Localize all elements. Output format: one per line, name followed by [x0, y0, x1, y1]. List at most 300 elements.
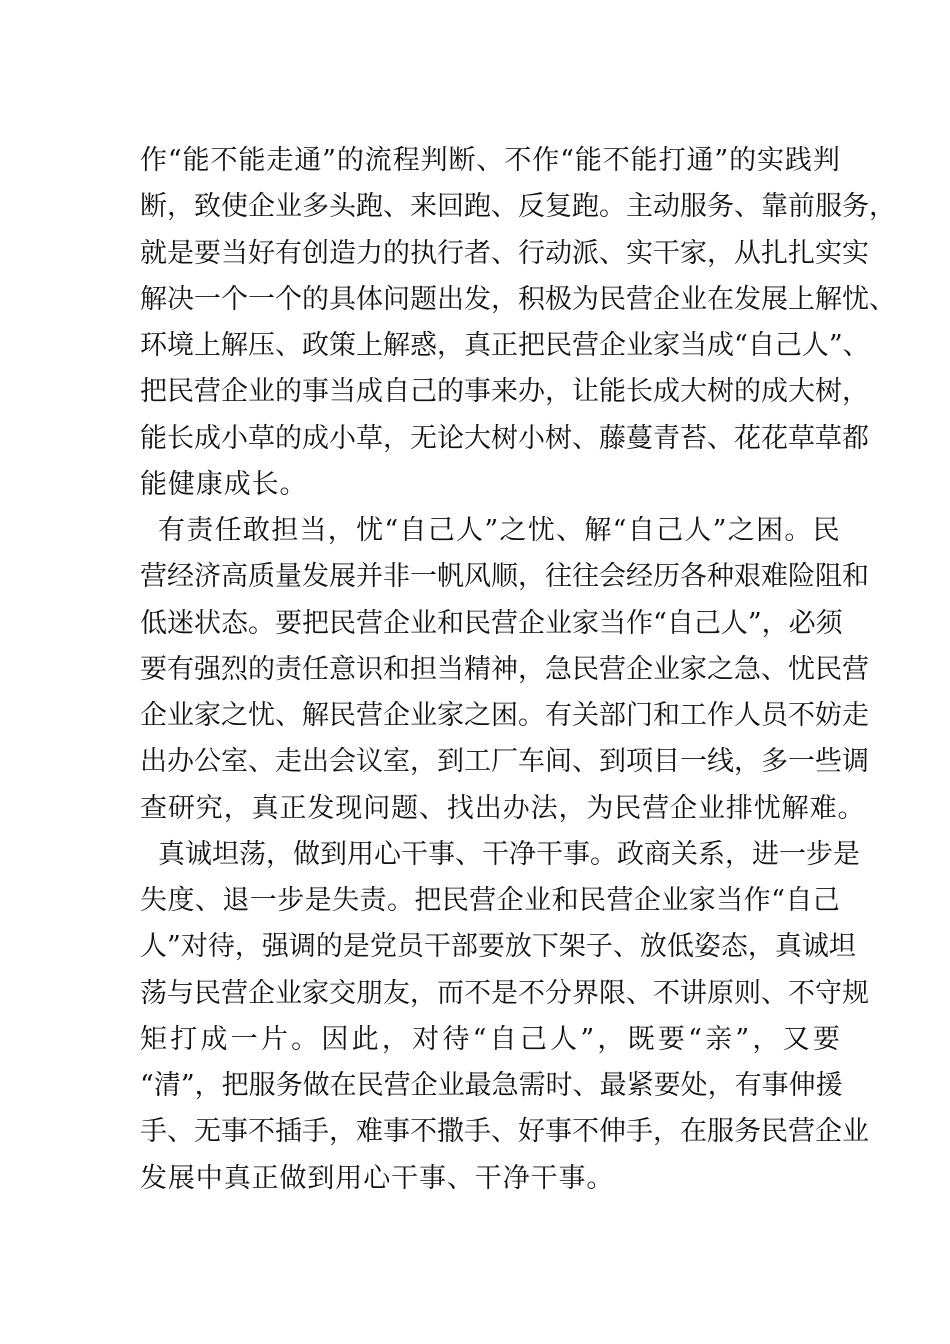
- text-glyph: 家: [680, 653, 707, 685]
- text-glyph: 往: [572, 561, 599, 593]
- text-glyph: 发: [464, 283, 491, 315]
- text-line: 查研究，真正发现问题、找出办法，为民营企业排忧解难。: [140, 792, 866, 824]
- text-glyph: 业: [626, 330, 653, 361]
- text-glyph: 、: [612, 931, 640, 963]
- text-glyph: 营: [140, 561, 167, 593]
- text-glyph: 姿: [693, 931, 721, 963]
- text-glyph: 企: [653, 283, 680, 315]
- text-glyph: 上: [788, 283, 815, 315]
- text-glyph: 的: [734, 376, 761, 408]
- text-glyph: 、: [491, 191, 518, 223]
- paragraph-first-line: [140, 832, 860, 878]
- text-glyph: 扎: [788, 237, 815, 269]
- text-glyph: 上: [356, 330, 383, 361]
- text-glyph: 办: [518, 376, 545, 408]
- text-glyph: 有: [167, 653, 194, 685]
- text-glyph: 能: [574, 145, 602, 176]
- text-glyph: 营: [626, 283, 653, 315]
- text-glyph: 原: [707, 977, 734, 1009]
- text-glyph: 讲: [680, 977, 707, 1009]
- text-glyph: 经: [167, 561, 194, 593]
- text-glyph: 、: [275, 330, 302, 361]
- text-glyph: 大: [788, 376, 815, 408]
- text-glyph: 。: [248, 607, 275, 639]
- text-glyph: 体: [356, 283, 383, 315]
- text-glyph: 成: [707, 330, 734, 361]
- text-glyph: 业: [275, 977, 302, 1009]
- text-glyph: 民: [167, 376, 194, 408]
- text-glyph: 成: [653, 376, 680, 408]
- text-glyph: 大: [680, 376, 707, 408]
- text-glyph: 人: [140, 931, 167, 963]
- text-glyph: 业: [545, 607, 572, 639]
- text-glyph: 上: [194, 330, 221, 361]
- text-glyph: ，: [167, 191, 194, 223]
- text-glyph: 要: [657, 1023, 685, 1055]
- text-glyph: 、: [842, 330, 870, 361]
- text-glyph: 把: [518, 330, 545, 361]
- text-glyph: 限: [599, 977, 626, 1009]
- text-glyph: 长: [626, 376, 653, 408]
- text-glyph: 工: [464, 746, 491, 778]
- text-glyph: 干: [423, 931, 451, 963]
- text-glyph: 家: [437, 700, 464, 731]
- text-glyph: 对: [180, 931, 208, 963]
- text-glyph: 把: [302, 607, 329, 639]
- text-glyph: 民: [464, 607, 491, 639]
- text-glyph: 好: [518, 1116, 545, 1148]
- text-glyph: 的: [315, 931, 343, 963]
- text-glyph: 、: [734, 191, 761, 223]
- text-glyph: 到: [320, 838, 347, 870]
- text-glyph: 困: [491, 700, 518, 731]
- text-glyph: 放: [639, 931, 667, 963]
- text-glyph: 企: [599, 330, 626, 361]
- text-glyph: 担: [410, 653, 437, 685]
- text-glyph: 片: [260, 1023, 288, 1055]
- text-glyph: 人: [720, 607, 748, 639]
- text-glyph: 论: [437, 422, 464, 454]
- text-glyph: 既: [627, 1023, 655, 1055]
- text-glyph: 一: [230, 1023, 258, 1055]
- text-glyph: 民: [599, 283, 626, 315]
- text-glyph: 为: [572, 283, 599, 315]
- text-glyph: 己: [410, 376, 437, 408]
- text-glyph: 、: [572, 422, 599, 454]
- text-glyph: 忧: [527, 515, 555, 546]
- text-glyph: 企: [410, 1070, 438, 1101]
- text-glyph: 苔: [680, 422, 707, 454]
- text-glyph: 亲: [705, 1023, 733, 1055]
- text-glyph: ”: [180, 1070, 195, 1101]
- text-glyph: 行: [518, 237, 545, 269]
- text-glyph: 、: [275, 700, 302, 731]
- text-glyph: 态: [221, 607, 248, 639]
- text-glyph: 业: [167, 700, 194, 731]
- text-glyph: 营: [491, 607, 518, 639]
- text-glyph: 、: [869, 283, 896, 315]
- text-glyph: 让: [572, 376, 599, 408]
- text-glyph: 使: [221, 191, 248, 223]
- text-glyph: 不: [410, 1116, 437, 1148]
- text-glyph: 步: [806, 838, 833, 870]
- text-glyph: 动: [653, 191, 680, 223]
- text-glyph: 责: [275, 653, 302, 685]
- text-glyph: 无: [410, 422, 437, 454]
- text-glyph: 企: [140, 700, 167, 731]
- text-glyph: 规: [842, 977, 869, 1009]
- text-glyph: 步: [277, 885, 305, 916]
- text-glyph: “: [140, 1070, 154, 1101]
- text-glyph: 企: [633, 885, 661, 916]
- text-glyph: 家: [302, 977, 329, 1009]
- text-glyph: 执: [410, 237, 437, 269]
- text-glyph: 和: [842, 561, 869, 593]
- text-glyph: 会: [329, 746, 356, 778]
- text-glyph: 撒: [437, 1116, 464, 1148]
- text-glyph: 各: [680, 561, 707, 593]
- text-glyph: 、: [194, 885, 222, 916]
- text-glyph: 头: [329, 191, 356, 223]
- text-glyph: 不: [248, 1116, 275, 1148]
- text-glyph: 一: [788, 746, 815, 778]
- text-glyph: 烈: [221, 653, 248, 685]
- text-glyph: 、: [167, 1116, 194, 1148]
- text-glyph: 境: [167, 330, 194, 361]
- text-line: [140, 554, 869, 600]
- text-glyph: 车: [518, 746, 545, 778]
- text-glyph: 有: [734, 1070, 762, 1101]
- text-glyph: ，: [545, 376, 572, 408]
- text-glyph: 作: [532, 145, 560, 176]
- text-glyph: 净: [509, 838, 536, 870]
- text-glyph: 实: [757, 145, 784, 176]
- text-glyph: 交: [329, 977, 356, 1009]
- text-glyph: 诚: [801, 931, 829, 963]
- text-glyph: 一: [779, 838, 806, 870]
- text-glyph: 务: [275, 1070, 303, 1101]
- text-glyph: 做: [302, 1070, 330, 1101]
- text-glyph: 态: [720, 931, 748, 963]
- text-glyph: 因: [321, 1023, 349, 1055]
- text-glyph: 业: [248, 376, 275, 408]
- text-glyph: 通: [294, 145, 322, 176]
- text-glyph: 企: [815, 1116, 842, 1148]
- text-glyph: 干: [482, 838, 509, 870]
- text-glyph: 要: [140, 653, 167, 685]
- text-glyph: ，: [842, 376, 869, 408]
- text-glyph: 人: [801, 330, 829, 361]
- text-glyph: 解: [383, 330, 410, 361]
- text-glyph: 在: [680, 1116, 707, 1148]
- text-glyph: 草: [356, 422, 383, 454]
- text-glyph: 企: [383, 607, 410, 639]
- text-glyph: 事: [428, 838, 455, 870]
- text-glyph: 个: [221, 283, 248, 315]
- text-glyph: 己: [693, 607, 721, 639]
- text-glyph: 有: [275, 237, 302, 269]
- text-glyph: 能: [238, 145, 266, 176]
- text-glyph: 是: [833, 838, 860, 870]
- text-glyph: 无: [194, 1116, 221, 1148]
- text-glyph: 好: [248, 237, 275, 269]
- text-glyph: 反: [518, 191, 545, 223]
- text-glyph: 要: [477, 931, 505, 963]
- text-glyph: 民: [545, 330, 572, 361]
- text-glyph: ，: [327, 515, 355, 546]
- text-glyph: 能: [599, 376, 626, 408]
- text-glyph: ，: [410, 746, 437, 778]
- text-glyph: 一: [249, 885, 277, 916]
- text-line: [140, 971, 869, 1017]
- text-glyph: 营: [221, 977, 248, 1009]
- text-glyph: 力: [356, 237, 383, 269]
- text-glyph: 。: [784, 515, 812, 546]
- text-glyph: 迷: [167, 607, 194, 639]
- text-glyph: ，: [383, 422, 410, 454]
- text-glyph: 践: [784, 145, 812, 176]
- text-glyph: 自: [399, 515, 427, 546]
- text-glyph: 通: [686, 145, 714, 176]
- text-glyph: 小: [329, 422, 356, 454]
- text-glyph: 党: [369, 931, 397, 963]
- text-glyph: 到: [599, 746, 626, 778]
- text-glyph: 发: [734, 283, 761, 315]
- text-glyph: 能: [140, 422, 167, 454]
- text-glyph: 手: [140, 1116, 167, 1148]
- text-line: [140, 416, 869, 462]
- text-glyph: 关: [671, 838, 698, 870]
- text-glyph: 此: [351, 1023, 379, 1055]
- text-glyph: 务: [734, 1116, 761, 1148]
- text-glyph: 往: [545, 561, 572, 593]
- text-glyph: 家: [653, 330, 680, 361]
- text-glyph: 问: [383, 283, 410, 315]
- text-glyph: 真: [464, 330, 491, 361]
- text-glyph: 走: [842, 700, 869, 731]
- text-line: [140, 231, 869, 277]
- text-glyph: 非: [383, 561, 410, 593]
- text-glyph: 树: [545, 422, 572, 454]
- text-glyph: 又: [782, 1023, 810, 1055]
- text-glyph: 不: [572, 1116, 599, 1148]
- text-glyph: 手: [626, 1116, 653, 1148]
- text-glyph: 的: [383, 237, 410, 269]
- text-glyph: 议: [356, 746, 383, 778]
- text-glyph: 解: [302, 700, 329, 731]
- text-glyph: 有: [545, 700, 572, 731]
- text-glyph: 靠: [761, 191, 788, 223]
- text-glyph: 是: [304, 885, 332, 916]
- text-glyph: 断: [140, 191, 167, 223]
- text-glyph: 服: [815, 191, 842, 223]
- text-glyph: 友: [383, 977, 410, 1009]
- text-glyph: 状: [194, 607, 221, 639]
- text-glyph: 并: [356, 561, 383, 593]
- text-glyph: 树: [815, 376, 842, 408]
- text-glyph: 不: [518, 977, 545, 1009]
- text-glyph: 营: [194, 376, 221, 408]
- text-glyph: 企: [221, 376, 248, 408]
- text-glyph: ，: [653, 1116, 680, 1148]
- text-glyph: 企: [626, 653, 653, 685]
- text-glyph: 自: [666, 607, 694, 639]
- text-glyph: 业: [410, 607, 437, 639]
- text-glyph: 伸: [599, 1116, 626, 1148]
- text-glyph: 民: [329, 607, 356, 639]
- text-glyph: 关: [572, 700, 599, 731]
- text-glyph: “: [167, 145, 182, 176]
- text-glyph: 荡: [239, 838, 266, 870]
- text-glyph: 来: [491, 376, 518, 408]
- text-glyph: 会: [599, 561, 626, 593]
- text-glyph: 业: [524, 885, 552, 916]
- text-glyph: 失: [140, 885, 167, 916]
- text-glyph: 自: [785, 885, 813, 916]
- text-glyph: ，: [707, 1070, 735, 1101]
- text-glyph: 风: [464, 561, 491, 593]
- text-glyph: 当: [599, 607, 626, 639]
- text-glyph: 造: [329, 237, 356, 269]
- text-glyph: 一: [680, 746, 707, 778]
- text-glyph: 室: [383, 746, 410, 778]
- text-glyph: 办: [167, 746, 194, 778]
- text-glyph: 项: [626, 746, 653, 778]
- text-glyph: 营: [572, 330, 599, 361]
- text-glyph: 担: [271, 515, 299, 546]
- text-glyph: “: [472, 1023, 487, 1055]
- text-glyph: ，: [747, 931, 775, 963]
- text-glyph: ，: [725, 838, 752, 870]
- text-glyph: 个: [275, 283, 302, 315]
- text-glyph: 伸: [788, 1070, 816, 1101]
- text-glyph: 之: [707, 653, 734, 685]
- text-glyph: ”: [735, 1023, 750, 1055]
- text-glyph: 要: [275, 607, 302, 639]
- text-glyph: 之: [464, 700, 491, 731]
- text-glyph: 真: [774, 931, 802, 963]
- text-glyph: “: [612, 515, 627, 546]
- text-glyph: 环: [140, 330, 167, 361]
- text-glyph: 、: [761, 977, 788, 1009]
- text-glyph: 、: [491, 1116, 518, 1148]
- text-glyph: 忧: [248, 700, 275, 731]
- text-glyph: 要: [812, 1023, 840, 1055]
- text-glyph: 。: [590, 838, 617, 870]
- text-glyph: 、: [707, 422, 734, 454]
- text-glyph: 、: [599, 237, 626, 269]
- text-glyph: 程: [392, 145, 420, 176]
- text-glyph: 进: [752, 838, 779, 870]
- text-glyph: 业: [275, 191, 302, 223]
- text-glyph: 营: [842, 653, 869, 685]
- text-glyph: 干: [653, 237, 680, 269]
- text-glyph: 民: [812, 515, 840, 546]
- text-glyph: 务: [707, 191, 734, 223]
- text-glyph: 矩: [140, 1023, 167, 1055]
- text-glyph: ”: [828, 330, 843, 361]
- text-glyph: 成: [356, 376, 383, 408]
- text-glyph: 的: [437, 376, 464, 408]
- text-glyph: 跑: [356, 191, 383, 223]
- text-glyph: 的: [275, 376, 302, 408]
- text-glyph: 业: [661, 885, 689, 916]
- text-glyph: 朋: [356, 977, 383, 1009]
- text-glyph: 。: [599, 191, 626, 223]
- text-glyph: 多: [302, 191, 329, 223]
- text-glyph: 是: [167, 237, 194, 269]
- text-glyph: 惑: [410, 330, 437, 361]
- text-glyph: 致: [194, 191, 221, 223]
- text-glyph: 出: [437, 283, 464, 315]
- text-glyph: 和: [383, 653, 410, 685]
- text-glyph: 之: [727, 515, 755, 546]
- text-glyph: 、: [476, 145, 504, 176]
- text-glyph: 度: [167, 885, 195, 916]
- text-line: [140, 878, 840, 924]
- text-line: [140, 138, 840, 184]
- text-glyph: 小: [221, 422, 248, 454]
- text-line: [140, 369, 869, 415]
- text-glyph: 需: [518, 1070, 546, 1101]
- text-glyph: 当: [221, 237, 248, 269]
- text-glyph: 在: [707, 283, 734, 315]
- text-glyph: 、: [455, 838, 482, 870]
- text-glyph: 解: [815, 283, 842, 315]
- text-glyph: 真: [158, 838, 185, 870]
- text-glyph: 花: [734, 422, 761, 454]
- text-glyph: 厂: [491, 746, 518, 778]
- text-glyph: 多: [761, 746, 788, 778]
- text-glyph: “: [560, 145, 574, 176]
- text-glyph: 极: [545, 283, 572, 315]
- text-glyph: 用: [347, 838, 374, 870]
- text-glyph: 业: [680, 283, 707, 315]
- text-glyph: ，: [518, 561, 545, 593]
- text-glyph: 界: [572, 977, 599, 1009]
- text-glyph: ，: [491, 283, 518, 315]
- text-glyph: 复: [545, 191, 572, 223]
- text-glyph: 、: [383, 191, 410, 223]
- text-glyph: 最: [464, 1070, 492, 1101]
- text-line: [140, 323, 870, 369]
- text-glyph: 门: [626, 700, 653, 731]
- text-glyph: 自: [747, 330, 775, 361]
- text-glyph: 商: [644, 838, 671, 870]
- text-glyph: 不: [788, 700, 815, 731]
- text-glyph: 有: [158, 515, 185, 546]
- text-glyph: 前: [788, 191, 815, 223]
- text-glyph: 一: [248, 283, 275, 315]
- text-glyph: 政: [302, 330, 329, 361]
- text-glyph: “: [688, 1023, 702, 1055]
- text-glyph: 草: [815, 422, 842, 454]
- text-glyph: 的: [729, 145, 757, 176]
- text-glyph: 经: [626, 561, 653, 593]
- text-glyph: 展: [761, 283, 788, 315]
- text-line: 发展中真正做到用心干事、干净干事。: [140, 1162, 615, 1194]
- text-glyph: 己: [519, 1023, 547, 1055]
- text-glyph: 作: [140, 145, 167, 176]
- text-glyph: 营: [788, 1116, 815, 1148]
- text-glyph: 实: [626, 237, 653, 269]
- text-glyph: 坦: [212, 838, 239, 870]
- text-glyph: 当: [680, 330, 707, 361]
- text-glyph: 坦: [828, 931, 856, 963]
- text-glyph: 长: [167, 422, 194, 454]
- text-glyph: 是: [491, 977, 518, 1009]
- text-glyph: 成: [194, 422, 221, 454]
